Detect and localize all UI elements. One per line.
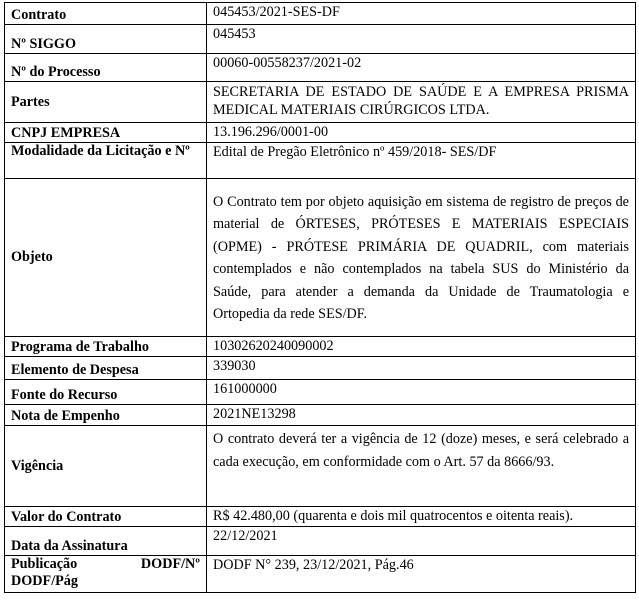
field-value: 2021NE13298 (207, 405, 636, 426)
label-line (11, 556, 200, 573)
table-row (5, 3, 636, 25)
label-part: Publicação (11, 556, 78, 572)
table-row (5, 357, 636, 380)
table-row (5, 123, 636, 143)
table-row (5, 380, 636, 405)
contract-summary-table (4, 2, 636, 593)
label-part: DODF/Nº (140, 556, 200, 572)
field-label: Valor do Contrato (5, 507, 207, 527)
field-label: Objeto (5, 179, 207, 337)
field-value: O Contrato tem por objeto aquisição em sistema de registro de preços de material de ÓRTESES, PRÓTESES E MATERIAIS ESPECIAIS (OPME) - PRÓTESE PRIMÁRIA DE QUADRIL, com materiais contemplados e não contemplados na tabela SUS do Ministério da Saúde, para atender a demanda da Unidade de Traumatologia e Ortopedia da rede SES/DF. (207, 179, 636, 337)
field-label: Contrato (5, 3, 207, 25)
field-value: 045453 (207, 25, 636, 54)
field-value: Edital de Pregão Eletrônico nº 459/2018- SES/DF (207, 143, 636, 179)
field-value: O contrato deverá ter a vigência de 12 (doze) meses, e será celebrado a cada execução, em conformidade com o Art. 57 da 8666/93. (207, 426, 636, 507)
field-value: 10302620240090002 (207, 337, 636, 357)
field-value: 22/12/2021 (207, 527, 636, 556)
label-line: DODF/Pág (11, 573, 78, 589)
field-value: 045453/2021-SES-DF (207, 3, 636, 25)
table-row (5, 556, 636, 593)
table-row (5, 82, 636, 123)
field-label (5, 556, 207, 593)
field-label: Data da Assinatura (5, 527, 207, 556)
table-row (5, 54, 636, 82)
field-value: 339030 (207, 357, 636, 380)
field-label: Partes (5, 82, 207, 123)
field-label: Elemento de Despesa (5, 357, 207, 380)
table-row (5, 25, 636, 54)
field-value: DODF N° 239, 23/12/2021, Pág.46 (207, 556, 636, 593)
field-label: Nº do Processo (5, 54, 207, 82)
field-label: Modalidade da Licitação e Nº (5, 143, 207, 179)
field-value: 13.196.296/0001-00 (207, 123, 636, 143)
field-label: Nota de Empenho (5, 405, 207, 426)
field-value: SECRETARIA DE ESTADO DE SAÚDE E A EMPRESA PRISMA MEDICAL MATERIAIS CIRÚRGICOS LTDA. (207, 82, 636, 123)
field-value: R$ 42.480,00 (quarenta e dois mil quatrocentos e oitenta reais). (207, 507, 636, 527)
table-row (5, 179, 636, 337)
field-value: 00060-00558237/2021-02 (207, 54, 636, 82)
field-label: Fonte do Recurso (5, 380, 207, 405)
table-row (5, 143, 636, 179)
field-label: Vigência (5, 426, 207, 507)
field-value: 161000000 (207, 380, 636, 405)
field-label: Nº SIGGO (5, 25, 207, 54)
table-row (5, 405, 636, 426)
table-row (5, 507, 636, 527)
field-label: CNPJ EMPRESA (5, 123, 207, 143)
field-label: Programa de Trabalho (5, 337, 207, 357)
table-row (5, 527, 636, 556)
table-row (5, 337, 636, 357)
table-row (5, 426, 636, 507)
